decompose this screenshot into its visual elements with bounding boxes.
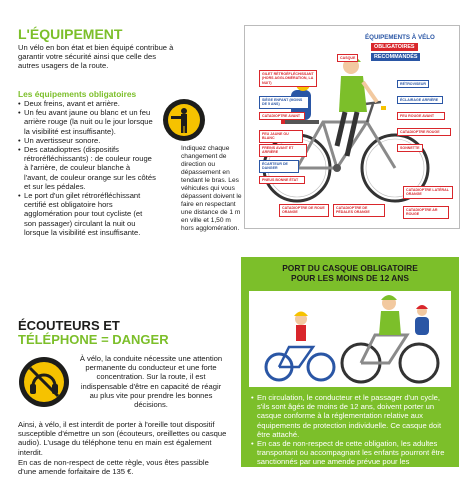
equipement-subtitle: Les équipements obligatoires (18, 89, 137, 99)
label-ecarteur: ÉCARTEUR DE DANGER (259, 160, 299, 173)
list-item: • Un feu avant jaune ou blanc et un feu arrière rouge (la nuit ou le jour lorsque la visibilité est insuffisante). (18, 108, 156, 136)
tag-obligatoires: OBLIGATOIRES (371, 43, 418, 51)
label-catadioptre-avant: CATADIOPTRE AVANT (259, 112, 305, 120)
label-gilet: GILET RÉTROÉFLÉCHISSANT (HORS AGGLOMÉRATION, LA NUIT) (259, 70, 317, 87)
hand-signal-sign-icon (162, 98, 206, 142)
ecouteurs-p1: À vélo, la conduite nécessite une attention permanente du conducteur et une forte concentration. Sur la route, il est indispensable d'être en capacité de réagir au plus vite pour prendre les bonnes décisions. (79, 354, 223, 410)
equipement-title: L'ÉQUIPEMENT (18, 26, 123, 42)
label-catadioptre-pedale: CATADIOPTRE DE PÉDALES ORANGE (333, 204, 385, 217)
label-catadioptre-rouge: CATADIOPTRE ROUGE (397, 128, 451, 136)
label-catadioptre-roue: CATADIOPTRE DE ROUE ORANGE (279, 204, 329, 217)
sign-caption: Indiquez chaque changement de direction ou dépassement en tendant le bras. Les véhicules qui vous dépassent doivent le faire en respectant une distance de 1 m en ville et 1,50 m hors agglomération. (181, 145, 242, 232)
list-item: • Des catadioptres (dispositifs rétroréfléchissants) : de couleur rouge à l'arrière, de couleur blanche à l'avant, de couleur orange sur les côtés et sur les pédales. (18, 145, 156, 191)
label-freins: FREINS AVANT ET ARRIÈRE (259, 144, 307, 157)
label-catadioptre-ar: CATADIOPTRE AR ROUGE (403, 206, 449, 219)
list-item: • Un avertisseur sonore. (18, 136, 156, 145)
headphones-prohibited-icon (18, 356, 70, 408)
label-feu-avant: FEU JAUNE OU BLANC (259, 130, 303, 143)
label-sonnette: SONNETTE (397, 144, 423, 152)
family-cyclists-illustration (249, 291, 451, 387)
label-feu-rouge: FEU ROUGE AVANT (397, 112, 445, 120)
list-item: • Le port d'un gilet rétroréfléchissant certifié est obligatoire hors agglomération pour tout cycliste (et son passager) circulant la nuit ou lorsque la visibilité est insuffisante. (18, 191, 156, 237)
ecouteurs-title-line2: TÉLÉPHONE = DANGER (18, 332, 169, 347)
ecouteurs-p3: En cas de non-respect de cette règle, vous êtes passible d'une amende forfaitaire de 135 €. (18, 458, 209, 477)
ecouteurs-p2: Ainsi, à vélo, il est interdit de porter à l'oreille tout dispositif susceptible d'émettre un son (écouteurs, oreillettes ou casque audio). L'usage du téléphone tenu en main est également interdit. (18, 420, 227, 457)
label-retroviseur: RÉTROVISEUR (397, 80, 429, 88)
casque-title-line2: POUR LES MOINS DE 12 ANS (291, 273, 409, 283)
tag-recommandes: RECOMMANDÉS (371, 53, 420, 61)
casque-panel (241, 257, 459, 476)
equipement-list (18, 99, 156, 237)
equipement-intro: Un vélo en bon état et bien équipé contribue à garantir votre sécurité ainsi que celle des autres usagers de la route. (18, 43, 174, 71)
list-item: • En circulation, le conducteur et le passager d'un cycle, s'ils sont âgés de moins de 12 ans, doivent porter un casque conforme à la réglementation relative aux équipements de protection individuelle. Ce casque doit être attaché. (251, 393, 451, 439)
list-item: • Deux freins, avant et arrière. (18, 99, 156, 108)
label-pneus: PNEUS BONNE ÉTAT (259, 176, 305, 184)
list-item: • En cas de non-respect de cette obligation, les adultes transportant ou accompagnant les enfants pourront être sanctionnés par une amende prévue pour les contraventions de quatrième classe (135 €). (251, 439, 451, 476)
casque-list (251, 393, 451, 476)
diagram-title: ÉQUIPEMENTS À VÉLO (365, 34, 435, 41)
label-siege: SIÈGE ENFANT (MOINS DE 5 ANS) (259, 96, 309, 109)
label-casque: CASQUE (337, 54, 358, 62)
label-eclairage: ÉCLAIRAGE ARRIÈRE (397, 96, 443, 104)
casque-title-line1: PORT DU CASQUE OBLIGATOIRE (282, 263, 418, 273)
label-catadioptre-lat: CATADIOPTRE LATÉRAL ORANGE (403, 186, 453, 199)
bike-equipment-diagram (244, 25, 460, 229)
ecouteurs-title-line1: ÉCOUTEURS ET (18, 318, 120, 333)
